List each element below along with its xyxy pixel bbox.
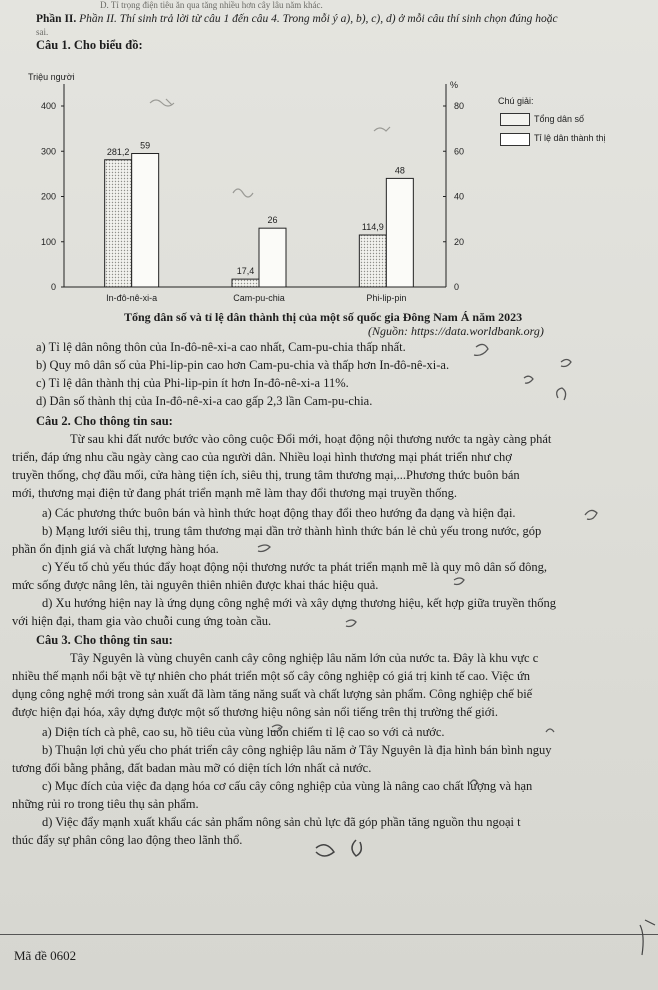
q3-passage-line-2: nhiều thế mạnh nổi bật về tự nhiên cho phát triển một số cây công nghiệp có giá trị kinh tế cao. Việc ứn xyxy=(12,669,530,683)
q3-statement-b-line-1: b) Thuận lợi chủ yếu cho phát triển cây công nghiệp lâu năm ở Tây Nguyên là địa hình bán bình nguy xyxy=(42,743,552,757)
part2-label: Phần II. xyxy=(36,13,77,25)
category-label: Cam-pu-chia xyxy=(233,293,285,303)
left-tick-label: 300 xyxy=(40,146,56,157)
q3-statement-c-line-1: c) Mục đích của việc đa dạng hóa cơ cấu cây công nghiệp của vùng là nâng cao chất lượng và hạn xyxy=(42,779,533,793)
q3-statement-c-line-2: những rủi ro trong tiêu thụ sản phẩm. xyxy=(12,797,199,811)
q3-passage-line-4: được hiện đại hóa, xây dựng được một số thương hiệu nông sản nổi tiếng trên thị trường thế giới. xyxy=(12,705,498,719)
q2-statement-c-line-2: mức sống được nâng lên, tài nguyên thiên nhiên được khai thác hiệu quả. xyxy=(12,578,379,592)
right-tick-label: 0 xyxy=(454,282,460,292)
q3-statement-a: a) Diện tích cà phê, cao su, hồ tiêu của vùng luôn chiếm tỉ lệ cao so với cả nước. xyxy=(42,725,445,739)
q3-statement-d-line-1: d) Việc đẩy mạnh xuất khẩu các sản phẩm nông sản chủ lực đã góp phần tăng nguồn thu ngoại t xyxy=(42,815,521,829)
q3-statement-d-line-2: thúc đẩy sự phân công lao động theo lãnh thổ. xyxy=(12,833,243,847)
q1-statement-c: c) Tỉ lệ dân thành thị của Phi-lip-pin ít hơn In-đô-nê-xi-a 11%. xyxy=(36,376,349,390)
q1-statement-a: a) Tỉ lệ dân nông thôn của In-đô-nê-xi-a cao nhất, Cam-pu-chia thấp nhất. xyxy=(36,340,406,354)
right-tick-label: 80 xyxy=(454,101,465,111)
q2-statement-b-line-1: b) Mạng lưới siêu thị, trung tâm thương mại dần trở thành hình thức bán lẻ chủ yếu trong nước, góp xyxy=(42,524,542,538)
part2-text: Phần II. Thí sinh trả lời từ câu 1 đến câu 4. Trong mỗi ý a), b), c), d) ở mỗi câu thí sinh chọn đúng hoặc xyxy=(79,13,558,25)
q2-passage-line-2: triển, đáp ứng nhu cầu ngày càng cao của người dân. Nhiều loại hình thương mại phát triển như chợ xyxy=(12,450,512,464)
data-label-population: 17,4 xyxy=(236,266,255,277)
q1-statement-b: b) Quy mô dân số của Phi-lip-pin cao hơn Cam-pu-chia và thấp hơn In-đô-nê-xi-a. xyxy=(36,358,450,372)
data-label-urban-rate: 59 xyxy=(140,140,151,151)
q2-statement-d-line-2: với hiện đại, tham gia vào chuỗi cung ứng toàn cầu. xyxy=(12,614,272,628)
right-tick-label: 40 xyxy=(454,191,465,202)
left-axis-title: Triệu người xyxy=(28,72,75,82)
left-tick-label: 400 xyxy=(40,101,56,111)
data-label-population: 114,9 xyxy=(361,222,384,233)
part2-continuation: sai. xyxy=(36,27,49,37)
question-3-title: Câu 3. Cho thông tin sau: xyxy=(36,633,173,647)
data-label-urban-rate: 26 xyxy=(267,215,278,226)
q3-passage-line-3: dụng công nghệ mới trong sản xuất đã làm tăng năng suất và chất lượng sản phẩm. Công nghiệp chế biế xyxy=(12,687,533,701)
legend-title: Chú giải: xyxy=(498,96,534,106)
left-tick-label: 200 xyxy=(40,191,56,202)
q3-passage-line-1: Tây Nguyên là vùng chuyên canh cây công nghiệp lâu năm lớn của nước ta. Đây là khu vực c xyxy=(70,651,539,665)
question-2-title: Câu 2. Cho thông tin sau: xyxy=(36,414,173,428)
q2-passage-line-1: Từ sau khi đất nước bước vào công cuộc Đổi mới, hoạt động nội thương nước ta ngày càng phát xyxy=(70,432,552,446)
q2-statement-a: a) Các phương thức buôn bán và hình thức hoạt động thay đổi theo hướng đa dạng và hiện đại. xyxy=(42,506,516,520)
right-axis-title: % xyxy=(450,80,459,90)
left-tick-label: 0 xyxy=(50,282,56,292)
cut-off-line: D. Tỉ trọng điện tiêu ăn qua tăng nhiều hơn cây lâu năm khác. xyxy=(100,0,323,10)
q2-statement-d-line-1: d) Xu hướng hiện nay là ứng dụng công nghệ mới và xây dựng thương hiệu, kết hợp giữa truyền thống xyxy=(42,596,557,610)
exam-code: Mã đề 0602 xyxy=(14,948,77,963)
right-tick-label: 20 xyxy=(454,236,465,247)
legend-label-population: Tổng dân số xyxy=(534,114,585,124)
q3-statement-b-line-2: tương đối bằng phẳng, đất badan màu mỡ có diện tích lớn nhất cả nước. xyxy=(12,761,372,775)
left-tick-label: 100 xyxy=(40,236,56,247)
q2-statement-c-line-1: c) Yếu tố chủ yếu thúc đẩy hoạt động nội thương nước ta phát triển mạnh mẽ là quy mô dân số đông, xyxy=(42,560,548,574)
data-label-population: 281,2 xyxy=(106,146,130,157)
data-label-urban-rate: 48 xyxy=(394,165,405,176)
category-label: Phi-lip-pin xyxy=(366,293,407,303)
category-label: In-đô-nê-xi-a xyxy=(106,293,158,303)
question-1-title: Câu 1. Cho biểu đồ: xyxy=(36,38,143,52)
chart-source: (Nguồn: https://data.worldbank.org) xyxy=(368,324,544,338)
q2-passage-line-4: mới, thương mại điện tử đang phát triển mạnh mẽ làm thay đổi thương mại truyền thống. xyxy=(12,486,457,500)
q1-statement-d: d) Dân số thành thị của In-đô-nê-xi-a cao gấp 2,3 lần Cam-pu-chia. xyxy=(36,394,373,408)
legend-label-urban-rate: Tỉ lệ dân thành thị xyxy=(534,133,606,143)
q2-passage-line-3: truyền thống, chợ đầu mối, cửa hàng tiện ích, siêu thị, trung tâm thương mại,...Phương thức buôn bán xyxy=(12,468,520,482)
right-tick-label: 60 xyxy=(454,146,465,157)
q2-statement-b-line-2: phần ổn định giá và chất lượng hàng hóa. xyxy=(12,542,219,556)
chart-title: Tổng dân số và tỉ lệ dân thành thị của một số quốc gia Đông Nam Á năm 2023 xyxy=(124,310,523,324)
